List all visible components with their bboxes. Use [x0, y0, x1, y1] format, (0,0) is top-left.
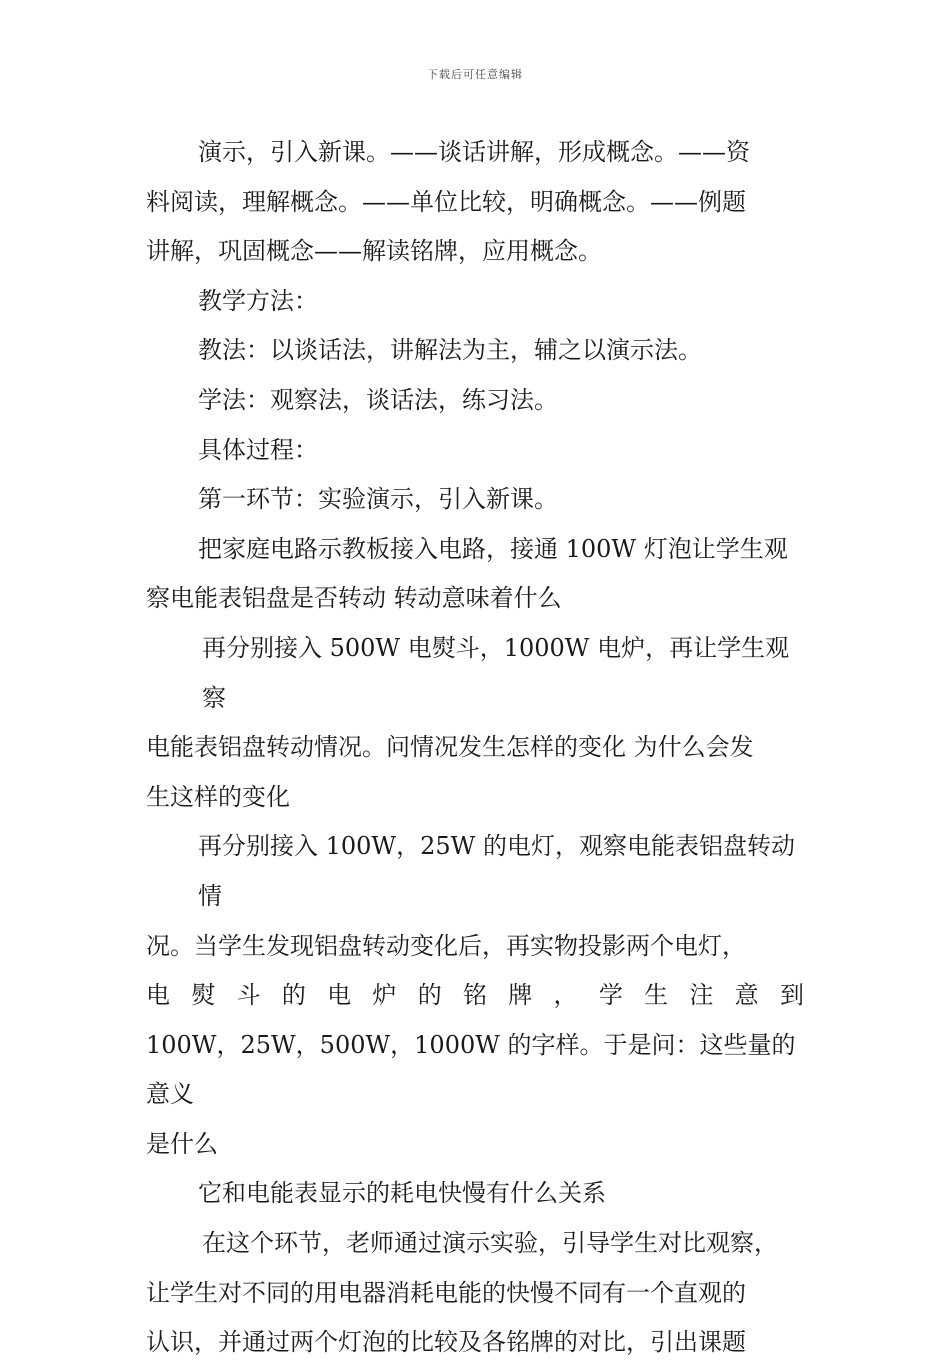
char: 的: [417, 981, 442, 1010]
text-line: 把家庭电路示教板接入电路，接通 100W 灯泡让学生观: [198, 534, 788, 563]
text-line: 教学方法：: [198, 286, 318, 315]
paragraph-process-heading: [146, 426, 808, 476]
char: ，: [553, 981, 578, 1010]
paragraph-learning-method: [146, 376, 808, 426]
char: 生: [644, 981, 669, 1010]
text-line: 在这个环节，老师通过演示实验，引导学生对比观察，: [202, 1229, 778, 1258]
char: 到: [779, 981, 804, 1010]
paragraph-demo-25w: [146, 822, 808, 1169]
text-line: 料阅读，理解概念。——单位比较，明确概念。——例题: [146, 187, 746, 216]
paragraph-teaching-method-heading: [146, 277, 808, 327]
text-line: 具体过程：: [198, 435, 318, 464]
paragraph-step-one: [146, 475, 808, 525]
char: 斗: [236, 981, 261, 1010]
char: 铭: [462, 981, 487, 1010]
page-header: 下载后可任意编辑: [427, 68, 523, 81]
char: 学: [598, 981, 623, 1010]
char: 牌: [508, 981, 533, 1010]
document-body: [146, 128, 808, 1368]
text-line-block: [146, 1120, 808, 1170]
paragraph-question: [146, 1169, 808, 1219]
text-line-block: [146, 1021, 808, 1120]
text-line: 教法：以谈话法，讲解法为主，辅之以演示法。: [198, 336, 702, 365]
char: 电: [146, 981, 170, 1010]
text-line: 认识，并通过两个灯泡的比较及各铭牌的对比，引出课题: [146, 1328, 746, 1357]
paragraph-summary: [146, 1219, 808, 1368]
paragraph-demo-500w: [146, 624, 808, 822]
char: 意: [734, 981, 759, 1010]
char: 炉: [372, 981, 397, 1010]
text-line: 是什么: [146, 1129, 218, 1158]
justified-line: [146, 971, 804, 1021]
char: 熨: [191, 981, 216, 1010]
char: 电: [327, 981, 352, 1010]
text-line-block: [146, 922, 808, 972]
text-line: 它和电能表显示的耗电快慢有什么关系: [198, 1179, 606, 1208]
text-line: 第一环节：实验演示，引入新课。: [198, 485, 558, 514]
paragraph-overview: [146, 128, 808, 277]
text-line: 100W，25W，500W，1000W 的字样。于是问：这些量的意义: [146, 1030, 796, 1109]
text-line: 察电能表铝盘是否转动 转动意味着什么: [146, 584, 562, 613]
text-line: 学法：观察法，谈话法，练习法。: [198, 385, 558, 414]
char: 的: [281, 981, 306, 1010]
text-line: 演示，引入新课。——谈话讲解，形成概念。——资: [198, 138, 750, 166]
text-line: 况。当学生发现铝盘转动变化后，再实物投影两个电灯，: [146, 931, 746, 960]
text-line-block: [146, 822, 808, 921]
text-line: 再分别接入 100W，25W 的电灯，观察电能表铝盘转动情: [198, 832, 795, 910]
paragraph-demo-100w: [146, 525, 808, 624]
text-line: 讲解，巩固概念——解读铭牌，应用概念。: [146, 237, 602, 266]
text-line: 再分别接入 500W 电熨斗，1000W 电炉，再让学生观察: [202, 633, 790, 712]
text-line: 生这样的变化: [146, 782, 290, 811]
text-line: 让学生对不同的用电器消耗电能的快慢不同有一个直观的: [146, 1278, 746, 1307]
char: 注: [689, 981, 714, 1010]
text-line: 电能表铝盘转动情况。问情况发生怎样的变化 为什么会发: [146, 733, 754, 762]
paragraph-teaching-method: [146, 326, 808, 376]
